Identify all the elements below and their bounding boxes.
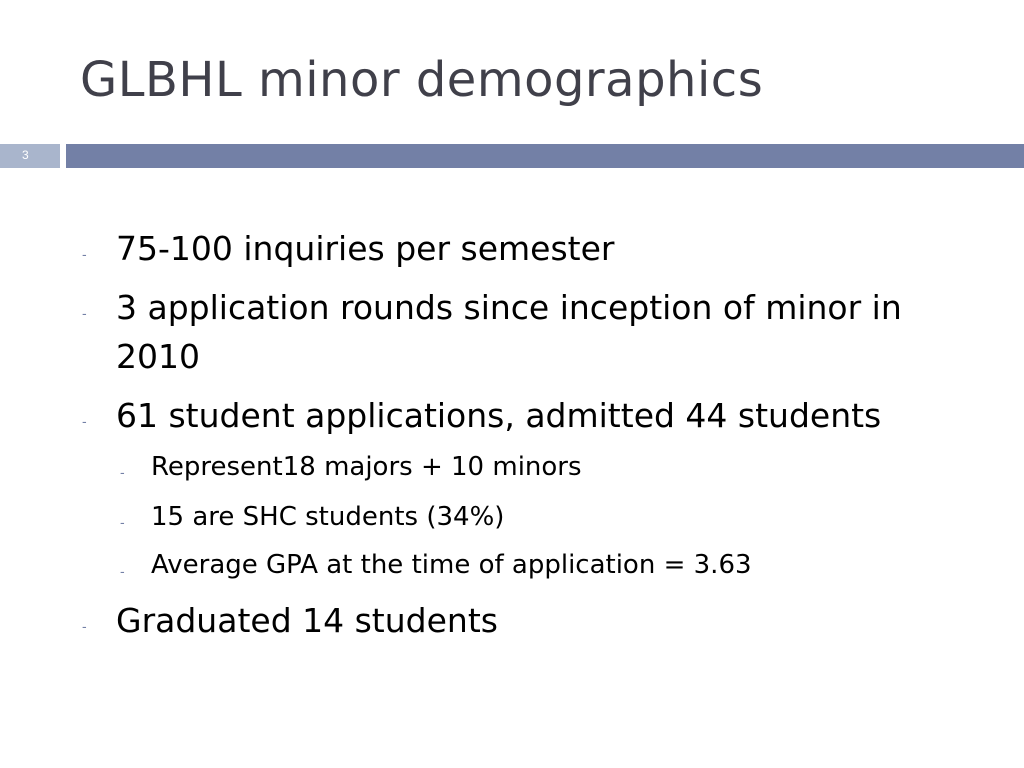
- sub-bullet-marker: -: [120, 464, 125, 480]
- bullet-application-rounds-line1: 3 application rounds since inception of minor in: [116, 288, 902, 327]
- bullet-inquiries: 75-100 inquiries per semester: [116, 229, 615, 268]
- bullet-marker: -: [82, 618, 87, 634]
- sub-bullet-shc-students: 15 are SHC students (34%): [151, 502, 505, 532]
- bullet-marker: -: [82, 413, 87, 429]
- sub-bullet-marker: -: [120, 514, 125, 530]
- sub-bullet-marker: -: [120, 563, 125, 579]
- slide-title: GLBHL minor demographics: [80, 52, 764, 108]
- bullet-marker: -: [82, 246, 87, 262]
- bullet-marker: -: [82, 305, 87, 321]
- slide-number: 3: [22, 148, 29, 162]
- bullet-application-rounds-line2: 2010: [116, 337, 200, 376]
- bullet-applications: 61 student applications, admitted 44 students: [116, 396, 882, 435]
- bullet-graduated: Graduated 14 students: [116, 601, 498, 640]
- sub-bullet-average-gpa: Average GPA at the time of application = 3.63: [151, 550, 752, 580]
- sub-bullet-majors-minors: Represent18 majors + 10 minors: [151, 452, 582, 482]
